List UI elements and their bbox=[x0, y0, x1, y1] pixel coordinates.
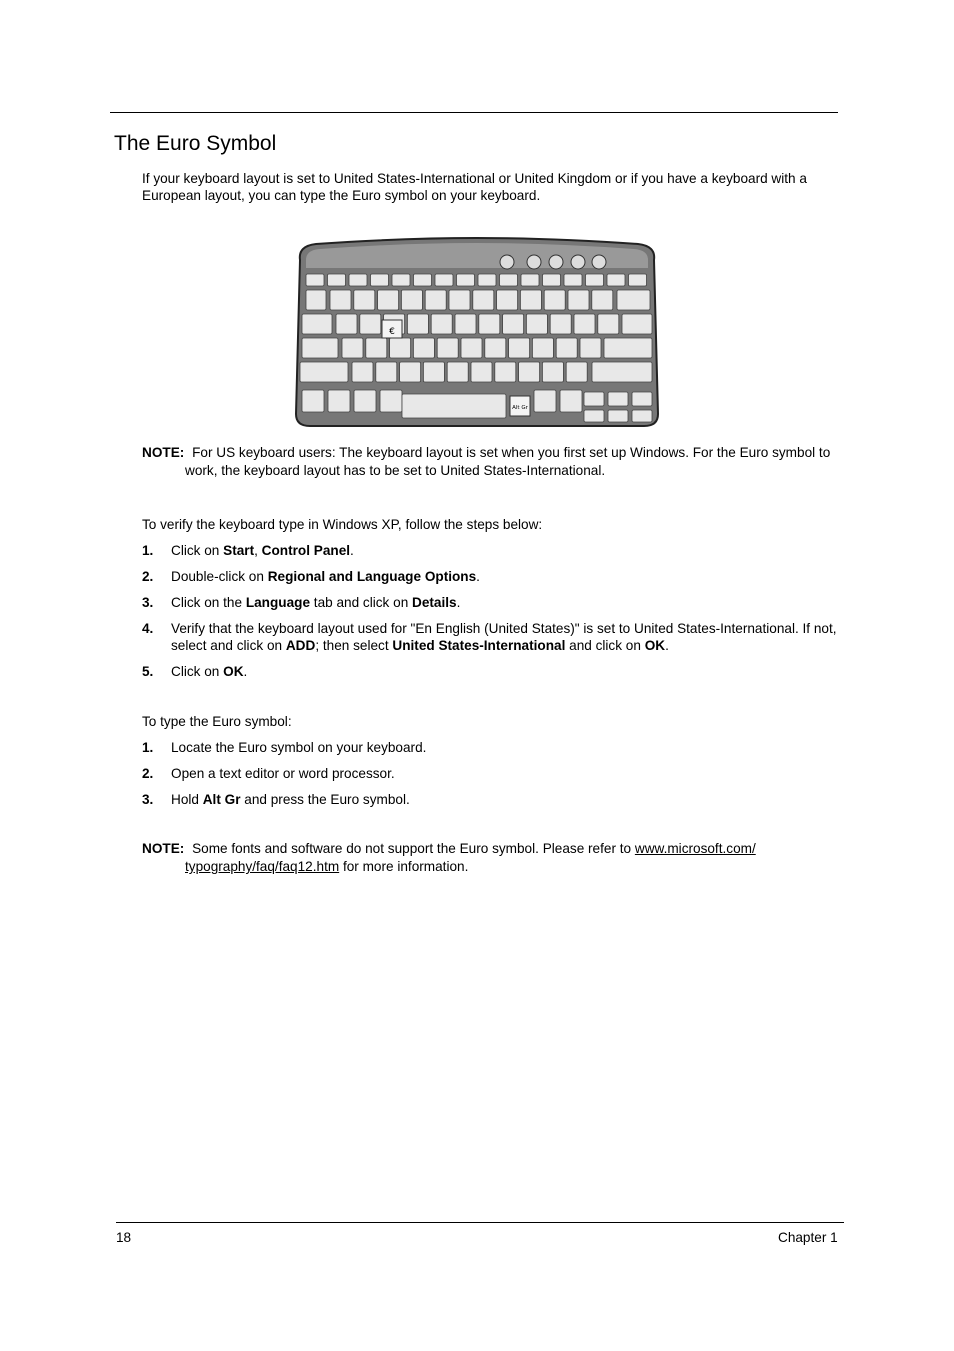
keyboard-key bbox=[497, 290, 518, 310]
keyboard-key bbox=[380, 390, 402, 412]
keyboard-key bbox=[632, 410, 652, 422]
keyboard-key bbox=[423, 362, 444, 382]
keyboard-key bbox=[328, 390, 350, 412]
keyboard-key bbox=[592, 290, 613, 310]
note-fonts: NOTE: Some fonts and software do not support the Euro symbol. Please refer to www.microsoft.com/ typography/faq/faq12.htm for more information. bbox=[142, 841, 756, 874]
keyboard-key bbox=[526, 314, 547, 334]
note-us-keyboard bbox=[142, 444, 865, 480]
keyboard-key bbox=[520, 290, 541, 310]
keyboard-key bbox=[608, 410, 628, 422]
keyboard-key bbox=[543, 274, 561, 286]
keyboard-key bbox=[629, 274, 647, 286]
keyboard-key bbox=[584, 392, 604, 406]
keyboard-key bbox=[401, 290, 422, 310]
keyboard-key bbox=[354, 390, 376, 412]
keyboard-key bbox=[532, 338, 553, 358]
keyboard-key bbox=[622, 314, 652, 334]
keyboard-key bbox=[632, 392, 652, 406]
verify-steps bbox=[142, 542, 842, 689]
microsoft-link[interactable]: www.microsoft.com/ bbox=[634, 841, 756, 856]
keyboard-key bbox=[425, 290, 446, 310]
keyboard-key bbox=[306, 290, 326, 310]
keyboard-key bbox=[407, 314, 428, 334]
note-text: For US keyboard users: The keyboard layout is set when you first set up Windows. For the Euro symbol to work, the keyboard layout has to be set to United States-International. bbox=[185, 445, 831, 478]
type-intro: To type the Euro symbol: bbox=[142, 714, 292, 729]
keyboard-key bbox=[584, 410, 604, 422]
keyboard-key bbox=[461, 338, 482, 358]
keyboard-key bbox=[330, 290, 351, 310]
keyboard-key bbox=[431, 314, 452, 334]
keyboard-key bbox=[302, 338, 338, 358]
list-item: 3. Hold Alt Gr and press the Euro symbol. bbox=[142, 792, 410, 807]
keyboard-key bbox=[413, 338, 434, 358]
keyboard-key bbox=[568, 290, 589, 310]
keyboard-key bbox=[471, 362, 492, 382]
header-rule bbox=[110, 112, 838, 113]
keyboard-key bbox=[485, 338, 506, 358]
keyboard-key bbox=[457, 274, 475, 286]
keyboard-key bbox=[592, 362, 652, 382]
keyboard-key bbox=[300, 362, 348, 382]
keyboard-key bbox=[574, 314, 595, 334]
keyboard-key bbox=[604, 338, 652, 358]
keyboard-key bbox=[598, 314, 619, 334]
page-title: The Euro Symbol bbox=[114, 132, 277, 155]
keyboard-key bbox=[580, 338, 601, 358]
keyboard-key bbox=[328, 274, 346, 286]
list-item: 4. Verify that the keyboard layout used for "En English (United States)" is set to United States-International. If not, select and click on ADD; then select United States-International and click on OK. bbox=[142, 621, 837, 653]
note-label: NOTE: bbox=[142, 841, 185, 856]
keyboard-key bbox=[354, 290, 375, 310]
keyboard-key bbox=[550, 314, 571, 334]
keyboard-key bbox=[449, 290, 470, 310]
altgr-key bbox=[510, 396, 530, 416]
keyboard-key bbox=[478, 274, 496, 286]
keyboard-key bbox=[473, 290, 494, 310]
list-item: 3. Click on the Language tab and click on Details. bbox=[142, 595, 461, 610]
type-steps bbox=[142, 739, 842, 817]
keyboard-key bbox=[371, 274, 389, 286]
keyboard-key bbox=[542, 362, 563, 382]
keyboard-key bbox=[500, 274, 518, 286]
faq-link[interactable]: typography/faq/faq12.htm bbox=[185, 859, 340, 874]
keyboard-key bbox=[306, 274, 324, 286]
keyboard-key bbox=[342, 338, 363, 358]
footer-rule bbox=[116, 1222, 844, 1223]
keyboard-key bbox=[503, 314, 524, 334]
keyboard-key bbox=[378, 290, 399, 310]
list-item: 5. Click on OK. bbox=[142, 664, 248, 679]
keyboard-key bbox=[544, 290, 565, 310]
keyboard-key bbox=[390, 338, 411, 358]
keyboard-key bbox=[392, 274, 410, 286]
keyboard-key bbox=[564, 274, 582, 286]
keyboard-key bbox=[519, 362, 540, 382]
keyboard-illustration bbox=[292, 236, 662, 430]
keyboard-key bbox=[455, 314, 476, 334]
keyboard-key bbox=[376, 362, 397, 382]
keyboard-key bbox=[435, 274, 453, 286]
keyboard-key bbox=[336, 314, 357, 334]
keyboard-key bbox=[414, 274, 432, 286]
keyboard-key bbox=[586, 274, 604, 286]
page-number: 18 bbox=[116, 1230, 132, 1245]
keyboard-key bbox=[302, 390, 324, 412]
keyboard-key bbox=[437, 338, 458, 358]
keyboard-key bbox=[479, 314, 500, 334]
intro-paragraph: If your keyboard layout is set to United States-International or United Kingdom or if you have a keyboard with a European layout, you can type the Euro symbol on your keyboard. bbox=[142, 171, 807, 203]
keyboard-key bbox=[509, 338, 530, 358]
keyboard-key bbox=[560, 390, 582, 412]
keyboard-key bbox=[608, 392, 628, 406]
keyboard-key bbox=[521, 274, 539, 286]
list-item: 1. Click on Start, Control Panel. bbox=[142, 543, 354, 558]
keyboard-key bbox=[566, 362, 587, 382]
keyboard-key bbox=[556, 338, 577, 358]
keyboard-key bbox=[617, 290, 650, 310]
keyboard-key bbox=[402, 394, 506, 418]
keyboard-key bbox=[495, 362, 516, 382]
euro-key-label: € bbox=[389, 327, 395, 337]
keyboard-key bbox=[366, 338, 387, 358]
verify-intro: To verify the keyboard type in Windows XP, follow the steps below: bbox=[142, 517, 543, 532]
list-item: 2. Open a text editor or word processor. bbox=[142, 766, 395, 781]
list-item: 2. Double-click on Regional and Language Options. bbox=[142, 569, 480, 584]
keyboard-key bbox=[349, 274, 367, 286]
list-item: 1. Locate the Euro symbol on your keyboard. bbox=[142, 740, 427, 755]
altgr-key-label: Alt Gr bbox=[512, 405, 528, 411]
keyboard-key bbox=[302, 314, 332, 334]
keyboard-key bbox=[447, 362, 468, 382]
keyboard-key bbox=[400, 362, 421, 382]
keyboard-key bbox=[534, 390, 556, 412]
chapter-label: Chapter 1 bbox=[778, 1230, 838, 1245]
keyboard-key bbox=[352, 362, 373, 382]
note-label: NOTE: bbox=[142, 445, 185, 460]
keyboard-key bbox=[360, 314, 381, 334]
euro-key bbox=[382, 320, 402, 338]
keyboard-key bbox=[607, 274, 625, 286]
